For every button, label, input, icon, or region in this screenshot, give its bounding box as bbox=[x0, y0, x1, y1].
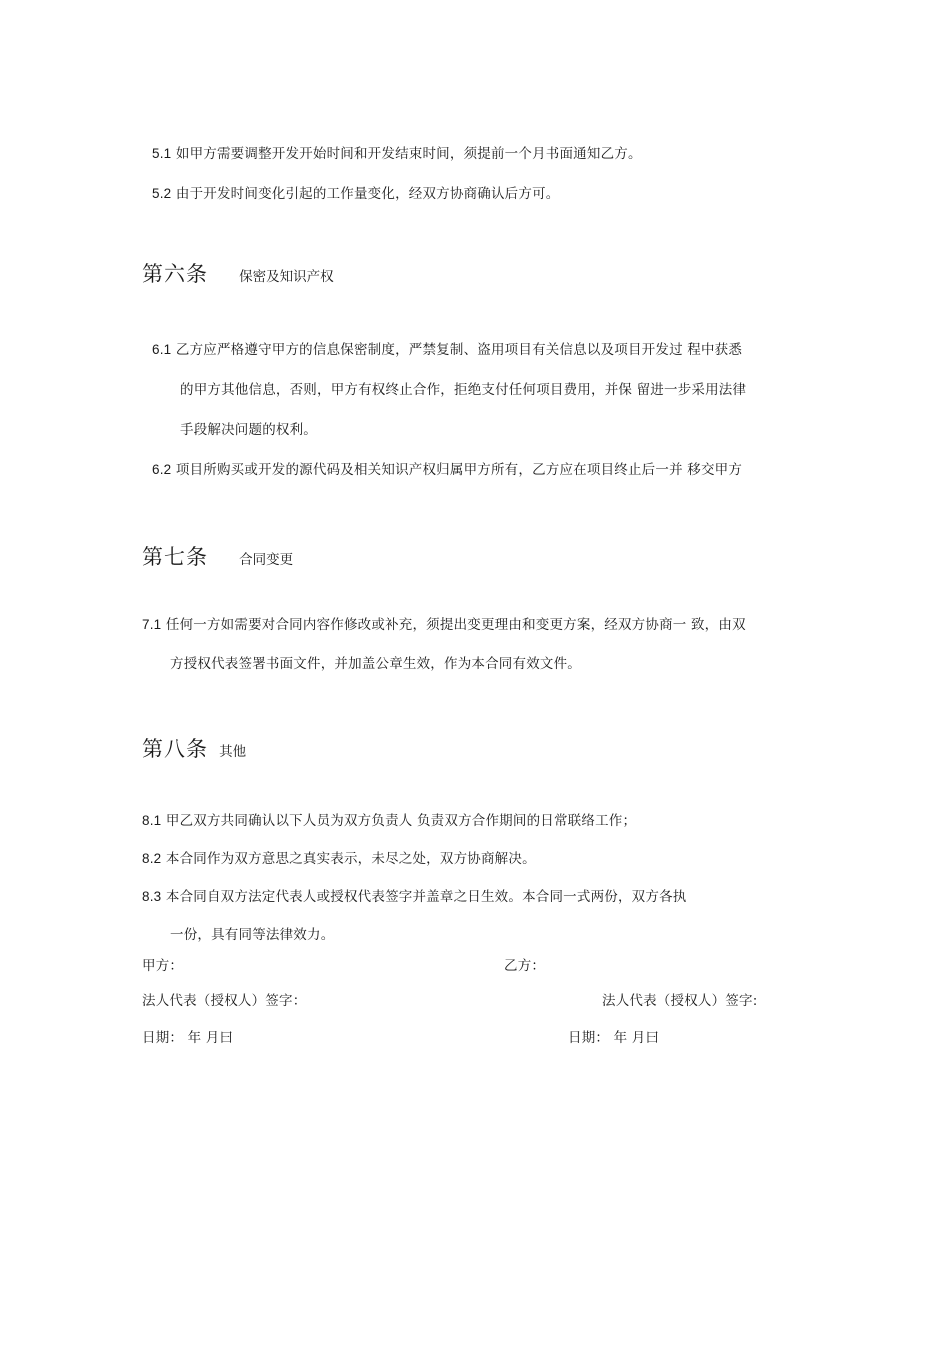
clause-8-2 bbox=[142, 850, 536, 868]
party-a-date: 日期： 年 月曰 bbox=[142, 1030, 234, 1046]
clause-number: 8.1 bbox=[142, 813, 162, 828]
party-a-representative-signature: 法人代表（授权人）签字： bbox=[142, 993, 307, 1009]
section-title: 第八条 bbox=[142, 737, 208, 761]
section-8-heading bbox=[142, 736, 246, 765]
section-7-heading bbox=[142, 544, 293, 573]
clause-text: 项目所购买或开发的源代码及相关知识产权归属甲方所有，乙方应在项目终止后一并 移交甲方 bbox=[175, 462, 743, 478]
section-subtitle: 合同变更 bbox=[239, 552, 294, 568]
clause-5-1 bbox=[152, 145, 642, 163]
clause-6-1-line-1 bbox=[152, 341, 742, 359]
party-b-label: 乙方： bbox=[504, 958, 546, 974]
clause-7-1-line-2: 方授权代表签署书面文件，并加盖公章生效，作为本合同有效文件。 bbox=[170, 656, 581, 672]
clause-6-1-line-2: 的甲方其他信息，否则，甲方有权终止合作，拒绝支付任何项目费用，并保 留进一步采用法律 bbox=[180, 382, 747, 398]
clause-7-1-line-1 bbox=[142, 616, 746, 634]
clause-8-3-line-2: 一份，具有同等法律效力。 bbox=[170, 927, 335, 943]
clause-6-2 bbox=[152, 461, 742, 479]
clause-6-1-line-3: 手段解决问题的权利。 bbox=[180, 422, 317, 438]
clause-5-2 bbox=[152, 185, 559, 203]
clause-number: 6.1 bbox=[152, 342, 172, 357]
clause-text: 乙方应严格遵守甲方的信息保密制度，严禁复制、盗用项目有关信息以及项目开发过 程中获悉 bbox=[175, 342, 743, 358]
clause-number: 5.1 bbox=[152, 146, 172, 161]
party-a-label: 甲方： bbox=[142, 958, 184, 974]
clause-number: 5.2 bbox=[152, 186, 172, 201]
clause-number: 7.1 bbox=[142, 617, 162, 632]
clause-number: 8.3 bbox=[142, 889, 162, 904]
clause-text: 本合同自双方法定代表人或授权代表签字并盖章之日生效。本合同一式两份，双方各执 bbox=[165, 889, 687, 905]
party-b-representative-signature: 法人代表（授权人）签字: bbox=[602, 993, 758, 1009]
party-b-date: 日期： 年 月曰 bbox=[568, 1030, 660, 1046]
clause-8-3-line-1 bbox=[142, 888, 686, 906]
clause-number: 8.2 bbox=[142, 851, 162, 866]
section-subtitle: 其他 bbox=[219, 744, 247, 760]
clause-text: 由于开发时间变化引起的工作量变化，经双方协商确认后方可。 bbox=[175, 186, 560, 202]
clause-number: 6.2 bbox=[152, 462, 172, 477]
section-title: 第六条 bbox=[142, 262, 208, 286]
clause-text: 任何一方如需要对合同内容作修改或补充，须提出变更理由和变更方案，经双方协商一 致，由双 bbox=[165, 617, 746, 633]
clause-text: 本合同作为双方意思之真实表示，未尽之处，双方协商解决。 bbox=[165, 851, 536, 867]
clause-text: 甲乙双方共同确认以下人员为双方负责人 负责双方合作期间的日常联络工作； bbox=[165, 813, 637, 829]
clause-text: 如甲方需要调整开发开始时间和开发结束时间，须提前一个月书面通知乙方。 bbox=[175, 146, 642, 162]
section-subtitle: 保密及知识产权 bbox=[239, 269, 334, 285]
clause-8-1 bbox=[142, 812, 636, 830]
section-6-heading bbox=[142, 261, 334, 290]
section-title: 第七条 bbox=[142, 545, 208, 569]
